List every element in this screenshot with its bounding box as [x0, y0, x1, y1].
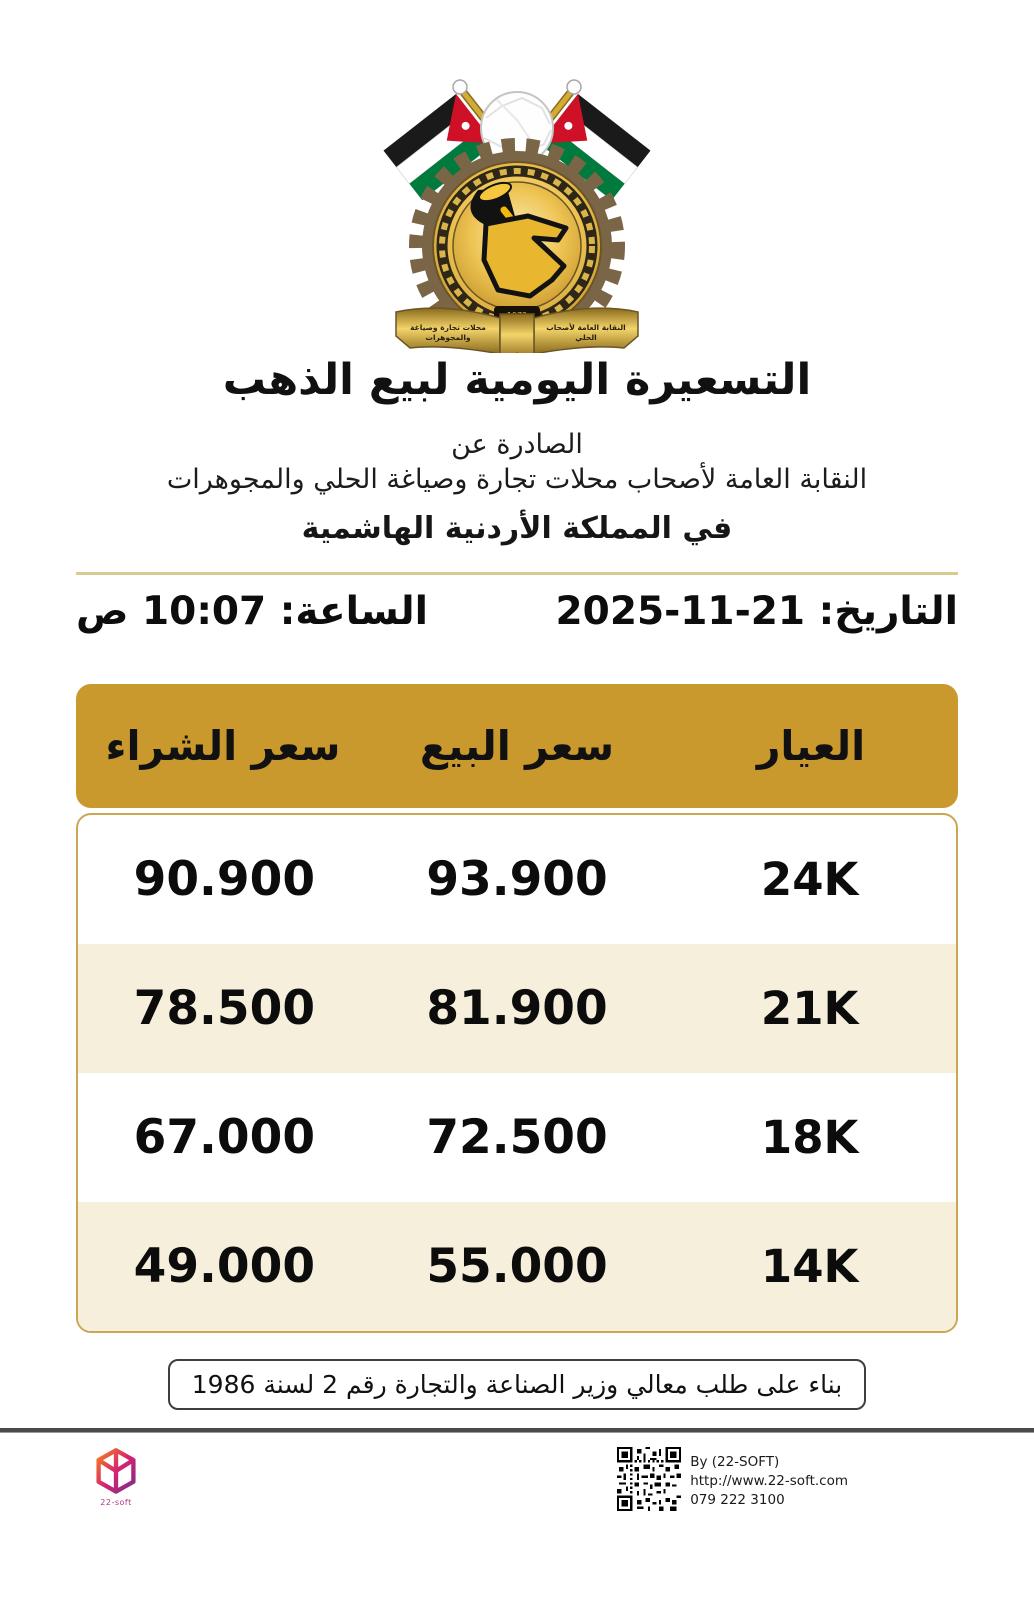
price-row-14k	[78, 1202, 956, 1331]
syndicate-name-line: النقابة العامة لأصحاب محلات تجارة وصياغة الحلي والمجوهرات	[166, 464, 868, 495]
karat-cell: 21K	[760, 982, 859, 1035]
sell-price-cell: 55.000	[426, 1239, 608, 1294]
time-label: الساعة:	[279, 589, 429, 634]
price-row-18k	[78, 1073, 956, 1202]
header-buy-price: سعر الشراء	[105, 722, 341, 770]
sell-price-cell: 93.900	[426, 852, 608, 907]
kingdom-line: في المملكة الأردنية الهاشمية	[301, 511, 733, 546]
credit-phone: 079 222 3100	[690, 1491, 785, 1508]
cube-logo-icon	[94, 1447, 138, 1497]
ribbon-text-left-1: محلات تجارة وصياغة	[410, 323, 486, 332]
price-row-21k	[78, 944, 956, 1073]
credit-by: By (22-SOFT)	[690, 1454, 780, 1470]
header-sell-price: سعر البيع	[419, 722, 615, 770]
ribbon-text-right-1: النقابة العامة لأصحاب	[546, 323, 626, 332]
sell-price-cell: 72.500	[426, 1110, 608, 1165]
datetime-row	[0, 589, 1034, 634]
price-row-24k	[78, 815, 956, 944]
ribbon-text-right-2: الحلي	[575, 333, 597, 342]
date-value: 21-11-2025	[555, 589, 806, 634]
karat-cell: 18K	[760, 1111, 859, 1164]
credit-url: http://www.22-soft.com	[690, 1472, 848, 1489]
date-label: التاريخ:	[818, 589, 958, 634]
qr-code-icon	[617, 1447, 681, 1511]
karat-cell: 24K	[760, 853, 859, 906]
footer	[0, 1433, 1034, 1511]
gold-divider	[76, 572, 958, 575]
header-karat: العيار	[756, 722, 866, 770]
sell-price-cell: 81.900	[426, 981, 608, 1036]
time-field	[76, 589, 428, 634]
ribbon-banner-icon	[396, 306, 638, 353]
table-header-row	[76, 684, 958, 808]
time-value: 10:07 ص	[76, 589, 267, 634]
page-title: التسعيرة اليومية لبيع الذهب	[222, 355, 812, 405]
software-vendor-logo	[88, 1447, 144, 1507]
buy-price-cell: 49.000	[133, 1239, 316, 1294]
buy-price-cell: 67.000	[133, 1110, 316, 1165]
syndicate-logo-icon	[382, 68, 652, 353]
credit-block	[617, 1447, 848, 1511]
syndicate-logo	[382, 68, 652, 353]
buy-price-cell: 90.900	[133, 852, 316, 907]
vendor-logo-caption: 22-soft	[100, 1498, 132, 1507]
issued-by-line: الصادرة عن	[451, 429, 583, 460]
date-field	[556, 589, 958, 634]
gold-price-table	[76, 684, 958, 1333]
legal-note: بناء على طلب معالي وزير الصناعة والتجارة رقم 2 لسنة 1986	[168, 1359, 866, 1410]
ribbon-text-left-2: والمجوهرات	[425, 333, 471, 342]
table-body	[76, 813, 958, 1333]
karat-cell: 14K	[760, 1240, 859, 1293]
buy-price-cell: 78.500	[133, 981, 316, 1036]
